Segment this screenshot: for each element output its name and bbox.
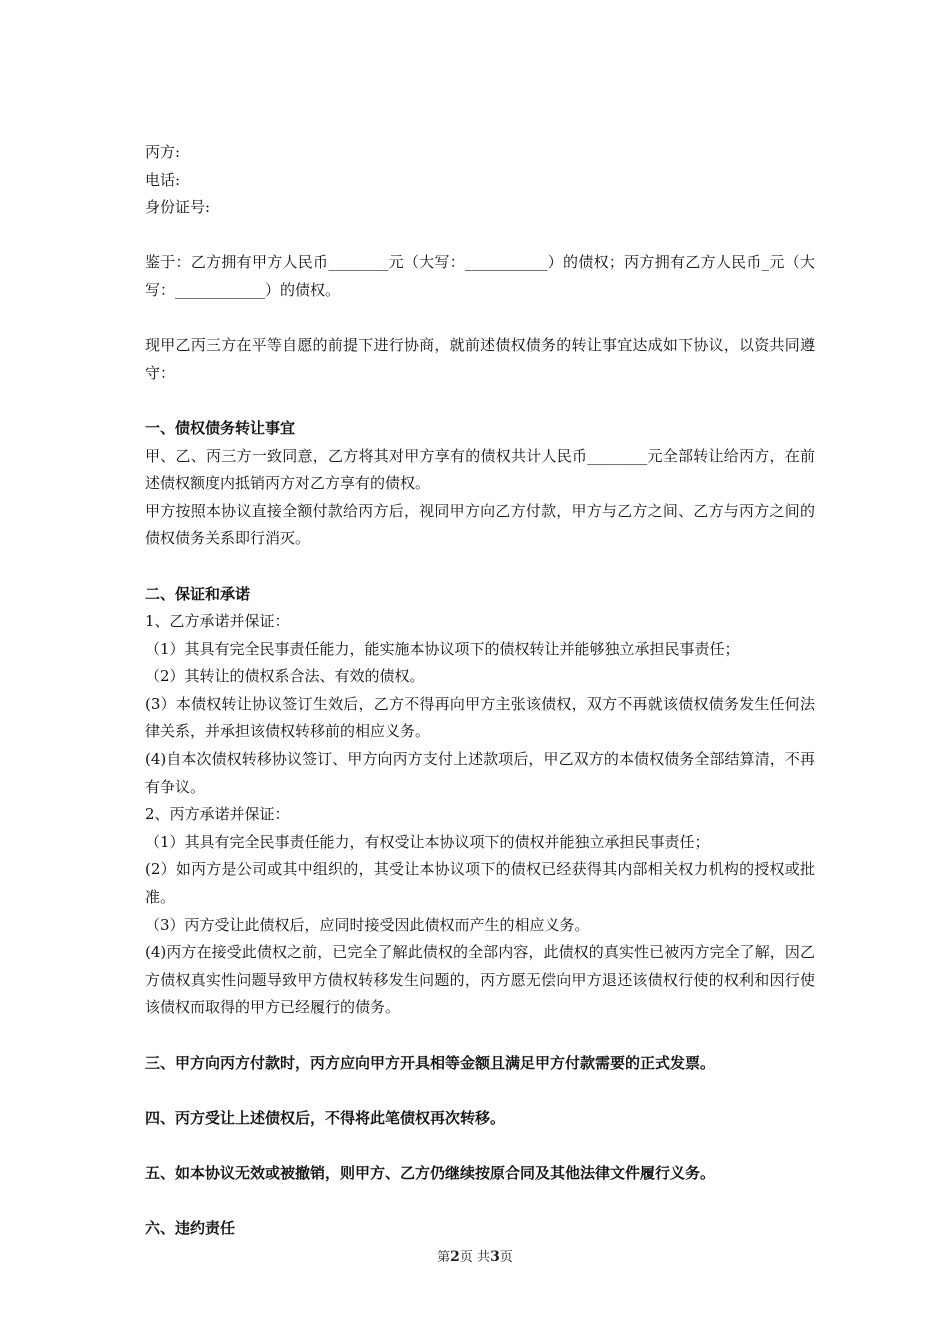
section-2-item-c4: (4)丙方在接受此债权之前，已完全了解此债权的全部内容，此债权的真实性已被丙方完全了解，因乙方债权真实性问题导致甲方债权转移发生问题的，丙方愿无偿向甲方退还该债权行使的权利和因行使该债权而取得的甲方已经履行的债务。	[145, 943, 815, 1017]
section-3-title: 三、甲方向丙方付款时，丙方应向甲方开具相等金额且满足甲方付款需要的正式发票。	[145, 1053, 716, 1072]
document-page	[145, 139, 815, 1243]
section-1-title: 一、债权债务转让事宜	[145, 418, 296, 437]
footer-prefix: 第	[437, 1250, 451, 1265]
section-2-item-b1: （1）其具有完全民事责任能力，能实施本协议项下的债权转让并能够独立承担民事责任；	[145, 639, 740, 658]
section-2-item-c1: （1）其具有完全民事责任能力，有权受让本协议项下的债权并能独立承担民事责任；	[145, 832, 710, 851]
section-2-item-b3: (3）本债权转让协议签订生效后，乙方不得再向甲方主张该债权，双方不再就该债权债务发生任何法律关系，并承担该债权转移前的相应义务。	[145, 694, 815, 741]
section-1-paragraph-2: 甲方按照本协议直接全额付款给丙方后，视同甲方向乙方付款，甲方与乙方之间、乙方与丙方之间的债权债务关系即行消灭。	[145, 501, 815, 548]
section-5-title: 五、如本协议无效或被撤销，则甲方、乙方仍继续按原合同及其他法律文件履行义务。	[145, 1163, 716, 1182]
footer-total-pages: 3	[490, 1249, 500, 1265]
recital-paragraph: 鉴于：乙方拥有甲方人民币________元（大写：___________）的债权；丙方拥有乙方人民币_元（大写：____________）的债权。	[145, 253, 815, 299]
section-2-subheading-1: 1、乙方承诺并保证：	[145, 612, 290, 631]
section-1-paragraph-1: 甲、乙、丙三方一致同意，乙方将其对甲方享有的债权共计人民币________元全部转让给丙方，在前述债权额度内抵销丙方对乙方享有的债权。	[145, 446, 815, 493]
footer-suffix: 页	[499, 1250, 513, 1265]
phone-label: 电话:	[145, 170, 181, 189]
section-2-subheading-2: 2、丙方承诺并保证：	[145, 805, 290, 824]
section-2-item-c2: (2）如丙方是公司或其中组织的，其受让本协议项下的债权已经获得其内部相关权力机构的授权或批准。	[145, 860, 815, 907]
page-footer	[0, 1246, 950, 1265]
section-6-title: 六、违约责任	[145, 1219, 236, 1238]
id-number-label: 身份证号:	[145, 198, 211, 217]
section-2-item-b2: （2）其转让的债权系合法、有效的债权。	[145, 667, 425, 686]
section-2-item-b4: (4)自本次债权转移协议签订、甲方向丙方支付上述款项后，甲乙双方的本债权债务全部结算清，不再有争议。	[145, 750, 815, 796]
party-c-label: 丙方:	[145, 143, 181, 161]
section-4-title: 四、丙方受让上述债权后，不得将此笔债权再次转移。	[145, 1108, 506, 1127]
preamble-paragraph: 现甲乙丙三方在平等自愿的前提下进行协商，就前述债权债务的转让事宜达成如下协议，以资共同遵守：	[145, 336, 815, 382]
section-2-item-c3: （3）丙方受让此债权后，应同时接受因此债权而产生的相应义务。	[145, 915, 590, 934]
footer-middle: 页 共	[459, 1250, 491, 1265]
section-2-title: 二、保证和承诺	[145, 584, 251, 603]
footer-current-page: 2	[450, 1249, 460, 1265]
